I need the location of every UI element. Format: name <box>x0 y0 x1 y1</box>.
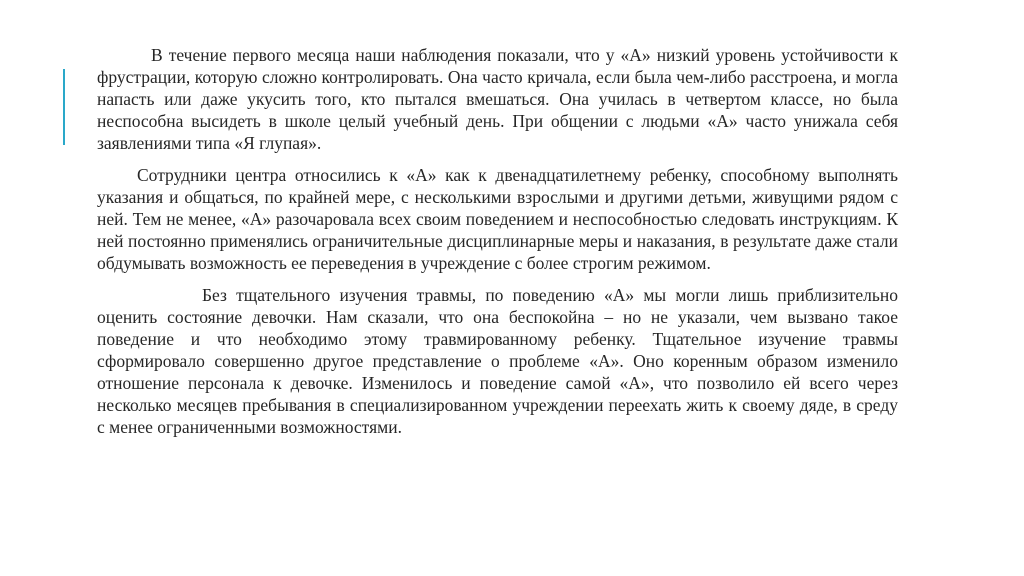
paragraph-2: Сотрудники центра относились к «А» как к двенадцатилетнему ребенку, способному выполнять указания и общаться, по крайней мере, с несколькими взрослыми и другими детьми, живущими рядом с ней. Тем не менее, «А» разочаровала всех своим поведением и неспособностью следовать инструкциям. К ней постоянно применялись ограничительные дисциплинарные меры и наказания, в результате даже стали обдумывать возможность ее переведения в учреждение с более строгим режимом. <box>97 165 898 273</box>
paragraph-1: В течение первого месяца наши наблюдения показали, что у «А» низкий уровень устойчивости к фрустрации, которую сложно контролировать. Она часто кричала, если была чем-либо расстроена, и могла напасть или даже укусить того, кто пытался вмешаться. Она училась в четвертом классе, но была неспособна высидеть в школе целый учебный день. При общении с людьми «А» часто унижала себя заявлениями типа «Я глупая». <box>97 45 898 153</box>
accent-bar <box>63 69 65 145</box>
slide-text-body <box>97 44 898 448</box>
paragraph-3: Без тщательного изучения травмы, по поведению «А» мы могли лишь приблизительно оценить состояние девочки. Нам сказали, что она беспокойна – но не указали, чем вызвано такое поведение и что необходимо этому травмированному ребенку. Тщательное изучение травмы сформировало совершенно другое представление о проблеме «А». Оно коренным образом изменило отношение персонала к девочке. Изменилось и поведение самой «А», что позволило ей всего через несколько месяцев пребывания в специализированном учреждении переехать жить к своему дяде, в среду с менее ограниченными возможностями. <box>97 285 898 437</box>
